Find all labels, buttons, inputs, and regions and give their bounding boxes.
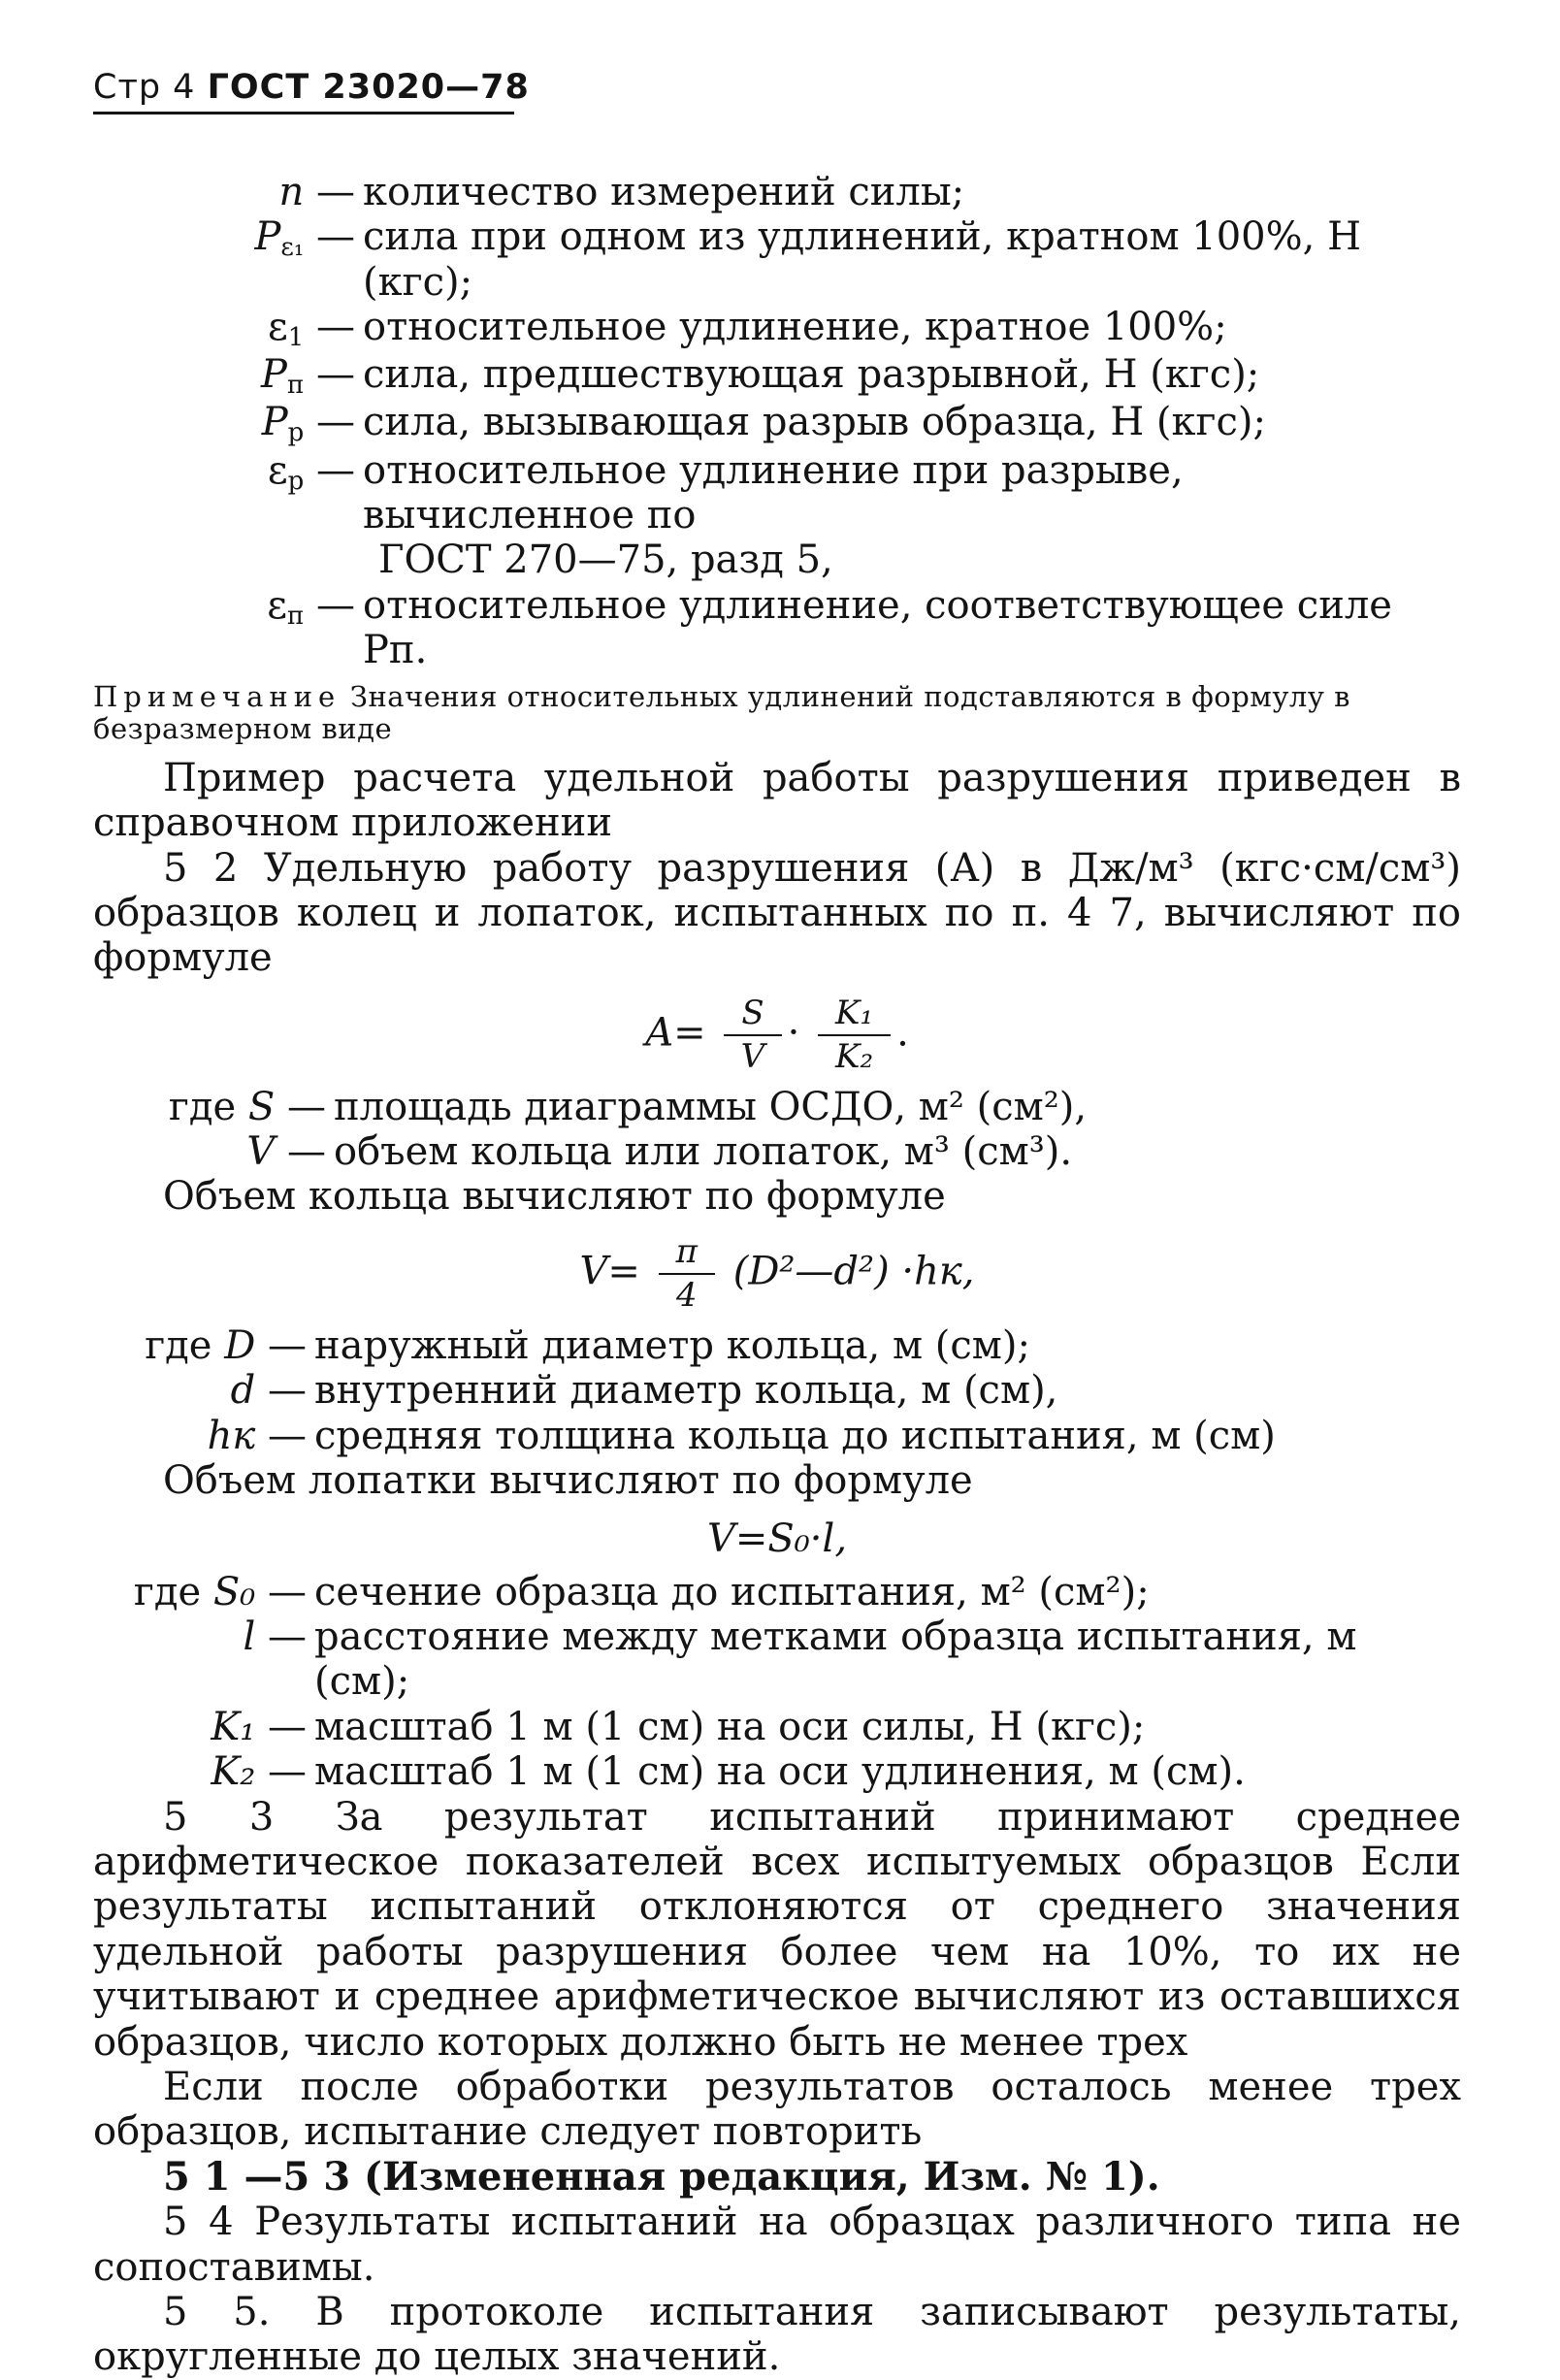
paragraph-example: Пример расчета удельной работы разрушения приведен в справочном приложении [93,755,1461,846]
fraction-denominator: V [740,1037,765,1077]
definitions-ring [93,1323,1461,1458]
fraction-denominator: K₂ [835,1037,874,1077]
formula-lhs: A [645,1010,674,1056]
fraction-numerator: S [724,994,781,1036]
def-symbol: где D — [145,1322,307,1368]
formula-ring-volume: V= $\frac{\pi}{4}$ (D²—d²) ·hк, [579,1231,975,1316]
fraction-s-v [724,994,781,1077]
formula-work: A= $\frac{S}{V}$ · $\frac{\text{K₁}}{\text{K₂}}$ . [645,993,909,1077]
formula-body: (D²—d²) ·hк, [732,1249,975,1294]
def-text: масштаб 1 м (1 см) на оси силы, Н (кгс); [314,1704,1146,1749]
note-text: Значения относительных удлинений подставляются в формулу в безразмерном виде [93,679,1350,746]
def-symbol: K₁ — [211,1704,307,1749]
standard-number: ГОСТ 23020—78 [207,68,530,107]
definitions-top [93,170,1461,673]
def-symbol: $P_р$ — [261,400,355,448]
definitions-work [93,1085,1461,1175]
paragraph-repeat: Если после обработки результатов осталось менее трех образцов, испытание следует повторить [93,2064,1461,2155]
def-text: объем кольца или лопаток, м³ (см³). [334,1129,1073,1175]
definitions-blade [93,1570,1461,1795]
paragraph-changed-edition: 5 1 —5 3 (Измененная редакция, Изм. № 1). [163,2153,1160,2200]
def-symbol: hк — [207,1413,307,1458]
paragraph-5-5: 5 5. В протоколе испытания записывают результаты, округленные до целых значений. [93,2289,1461,2380]
paragraph-5-4: 5 4 Результаты испытаний на образцах различного типа не сопоставимы. [93,2200,1461,2290]
def-text: масштаб 1 м (1 см) на оси удлинения, м (см). [314,1749,1246,1795]
fraction-pi-4 [659,1233,715,1316]
def-text: наружный диаметр кольца, м (см); [314,1322,1030,1368]
document-body [93,170,1461,2380]
def-text: сечение образца до испытания, м² (см²); [314,1569,1150,1614]
def-symbol: l — [243,1614,307,1660]
header-rule [93,112,514,114]
def-symbol: n — [278,170,355,214]
def-text: сила, вызывающая разрыв образца, Н (кгс); [363,400,1266,445]
def-text: средняя толщина кольца до испытания, м (см) [314,1413,1276,1458]
def-text: сила, предшествующая разрывной, Н (кгс); [363,352,1260,398]
def-text-continuation: ГОСТ 270—75, разд 5, [378,538,833,583]
def-symbol: V — [246,1129,326,1175]
fraction-denominator: 4 [676,1276,698,1316]
def-symbol: $P_п$ — [261,352,355,401]
fraction-numerator: π [659,1233,715,1275]
def-symbol: где S₀ — [133,1569,307,1614]
def-text: относительное удлинение при разрыве, вычисленное по [363,447,1184,538]
paragraph-5-2: 5 2 Удельную работу разрушения (А) в Дж/м³ (кгс·см/см³) образцов колец и лопаток, испытанных по п. 4 7, вычисляют по формуле [93,845,1461,981]
def-text: площадь диаграммы ОСДО, м² (см²), [334,1084,1088,1129]
def-text: относительное удлинение, кратное 100%; [363,305,1227,350]
def-symbol: K₂ — [211,1749,307,1795]
def-text: внутренний диаметр кольца, м (см), [314,1368,1058,1414]
def-symbol: $\varepsilon_1$ — [268,305,355,353]
note-heading: Примечание [93,679,341,713]
def-text: относительное удлинение, соответствующее силе Pп. [363,582,1392,673]
def-symbol: $\varepsilon_п$ — [267,582,355,631]
def-symbol: d — [230,1368,307,1414]
def-text: сила при одном из удлинений, кратном 100%, Н (кгс); [363,214,1361,305]
page-header [93,68,530,108]
def-text: расстояние между метками образца испытания, м (см); [314,1614,1357,1705]
def-symbol: $P_{\varepsilon_1}$ — [254,214,355,263]
note [93,681,1461,746]
fraction-numerator: K₁ [818,994,891,1036]
def-symbol: $\varepsilon_р$ — [267,447,355,496]
fraction-k1-k2 [818,994,891,1077]
page-label: Стр 4 [93,68,196,107]
def-text: количество измерений силы; [363,170,965,214]
paragraph-5-3: 5 3 За результат испытаний принимают среднее арифметическое показателей всех испытуемых образцов Если результаты испытаний отклоняются от среднего значения удельной работы разрушения более чем на 10%, то их не учитывают и среднее арифметическое вычисляют из оставшихся образцов, число которых должно быть не менее трех [93,1794,1461,2065]
formula-blade-volume: V=S₀·l, [706,1516,848,1562]
paragraph-ring-volume: Объем кольца вычисляют по формуле [163,1174,946,1220]
formula-lhs: V [579,1249,608,1294]
paragraph-blade-volume: Объем лопатки вычисляют по формуле [163,1457,973,1503]
def-symbol: где S — [168,1084,326,1129]
